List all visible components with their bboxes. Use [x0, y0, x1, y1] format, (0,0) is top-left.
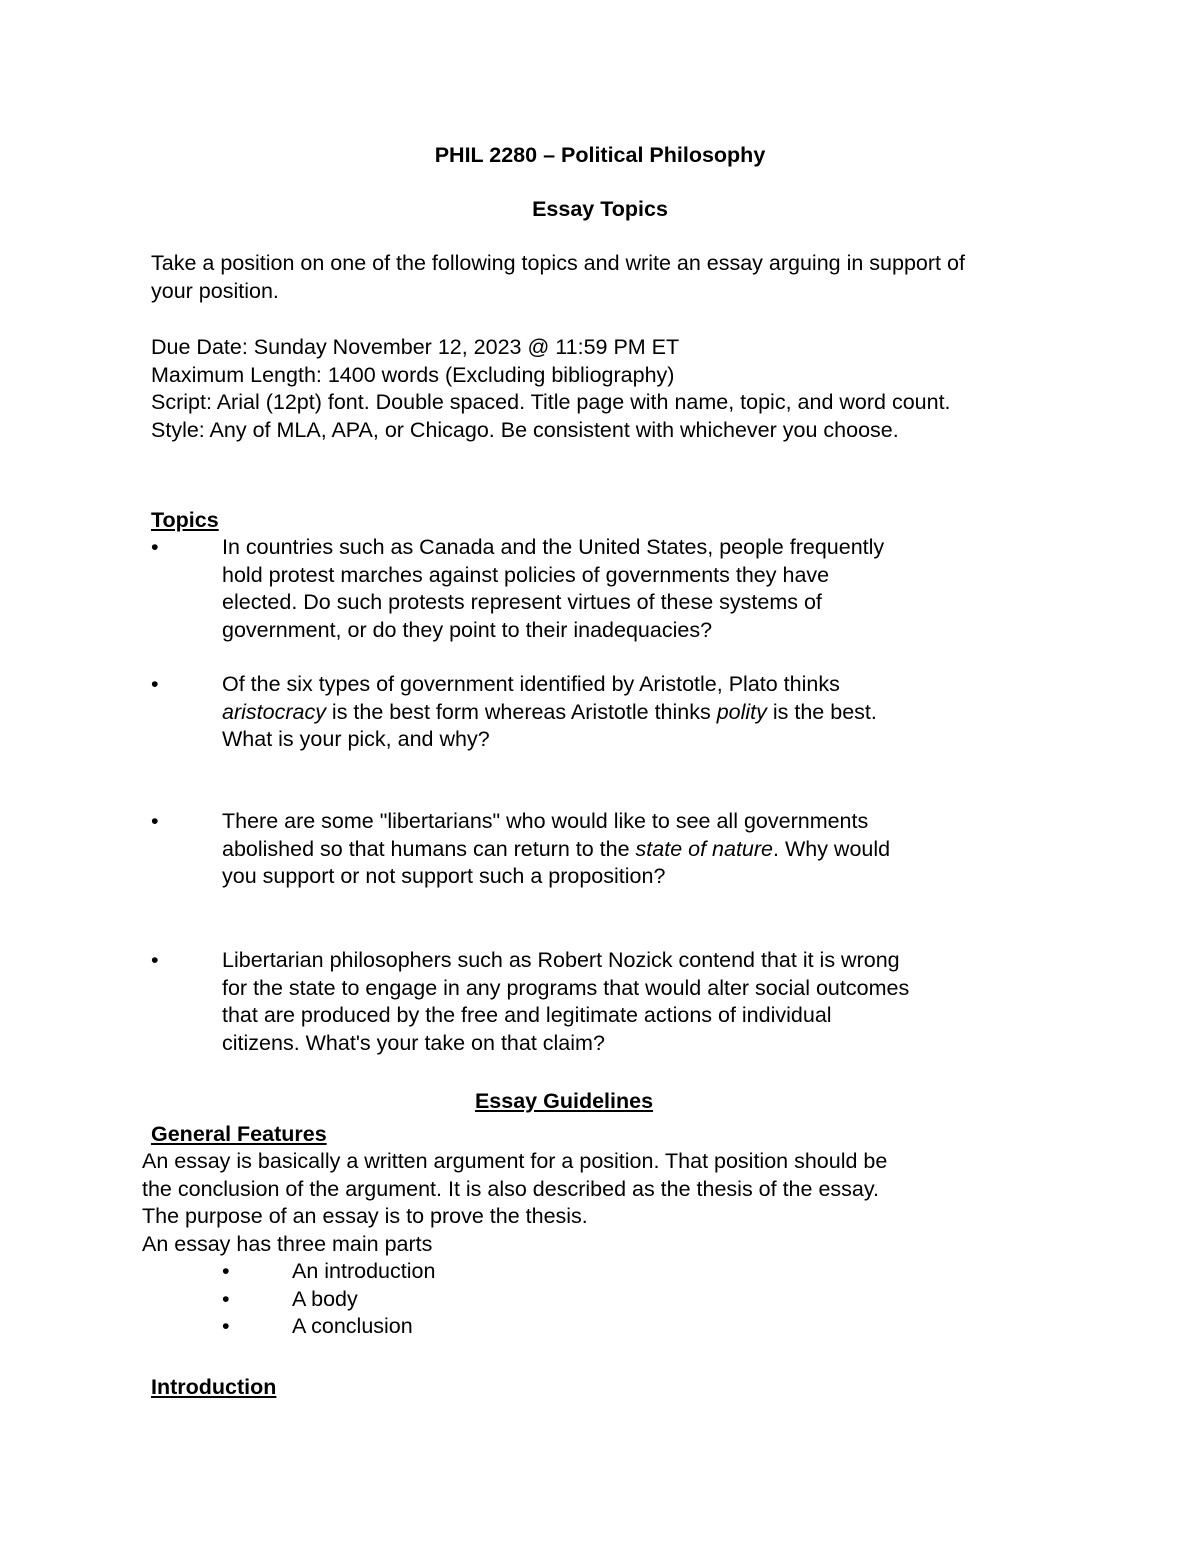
general-features-heading: General Features	[151, 1122, 327, 1146]
topic-line: There are some "libertarians" who would like to see all governments	[222, 809, 869, 833]
intro-line: your position.	[151, 278, 279, 303]
list-item	[222, 1286, 722, 1314]
topic-fragment: . Why would	[773, 836, 891, 861]
list-item	[222, 1313, 722, 1341]
introduction-heading: Introduction	[151, 1375, 277, 1399]
topic-text	[222, 808, 992, 891]
bullet-icon: •	[151, 948, 159, 972]
topic-line: hold protest marches against policies of governments they have	[222, 562, 830, 587]
topic-line: that are produced by the free and legitimate actions of individual	[222, 1003, 832, 1027]
script-requirements: Script: Arial (12pt) font. Double spaced. Title page with name, topic, and word count.	[151, 390, 951, 414]
bullet-icon: •	[222, 1286, 230, 1311]
topic-fragment: is the best form whereas Aristotle thinks	[325, 699, 717, 724]
body-line: the conclusion of the argument. It is also described as the thesis of the essay.	[142, 1176, 879, 1201]
essay-parts-list	[222, 1258, 722, 1341]
topic-text	[222, 947, 992, 1057]
topic-line: elected. Do such protests represent virtues of these systems of	[222, 590, 822, 614]
bullet-icon: •	[151, 809, 159, 833]
intro-line: Take a position on one of the following topics and write an essay arguing in support of	[151, 251, 965, 275]
topic-line: Libertarian philosophers such as Robert Nozick contend that it is wrong	[222, 948, 900, 972]
topic-line: In countries such as Canada and the United States, people frequently	[222, 535, 885, 559]
topic-line	[222, 836, 992, 864]
document-subtitle: Essay Topics	[532, 197, 668, 221]
bullet-icon: •	[151, 535, 159, 559]
general-features-body	[142, 1148, 1042, 1258]
intro-paragraph	[151, 250, 1071, 305]
document-title: PHIL 2280 – Political Philosophy	[434, 143, 766, 167]
bullet-icon: •	[222, 1314, 230, 1338]
max-length: Maximum Length: 1400 words (Excluding bibliography)	[151, 362, 675, 387]
topic-fragment: is the best.	[766, 699, 877, 724]
topic-fragment: abolished so that humans can return to the	[222, 836, 636, 861]
style-requirements: Style: Any of MLA, APA, or Chicago. Be consistent with whichever you choose.	[151, 417, 899, 442]
topic-line: for the state to engage in any programs that would alter social outcomes	[222, 975, 910, 1000]
topic-line: government, or do they point to their inadequacies?	[222, 617, 713, 642]
list-item-label: A body	[292, 1286, 358, 1311]
italic-term: state of nature	[635, 836, 773, 861]
due-date: Due Date: Sunday November 12, 2023 @ 11:59 PM ET	[151, 335, 680, 359]
list-item-label: An introduction	[292, 1259, 436, 1283]
list-item-label: A conclusion	[292, 1314, 413, 1338]
topic-text	[222, 671, 992, 754]
body-line: The purpose of an essay is to prove the thesis.	[142, 1204, 588, 1228]
essay-guidelines-heading: Essay Guidelines	[474, 1089, 654, 1113]
assignment-details	[151, 334, 1071, 444]
topics-heading: Topics	[151, 508, 219, 532]
topic-line: Of the six types of government identified by Aristotle, Plato thinks	[222, 672, 840, 696]
italic-term: aristocracy	[222, 699, 326, 724]
body-line: An essay is basically a written argument for a position. That position should be	[142, 1149, 888, 1173]
topic-line	[222, 699, 992, 727]
italic-term: polity	[716, 699, 767, 724]
topic-line: What is your pick, and why?	[222, 727, 490, 751]
topic-line: citizens. What's your take on that claim?	[222, 1030, 605, 1055]
bullet-icon: •	[222, 1259, 230, 1283]
topic-text	[222, 534, 992, 644]
body-line: An essay has three main parts	[142, 1231, 433, 1256]
bullet-icon: •	[151, 672, 159, 696]
list-item	[222, 1258, 722, 1286]
topic-line: you support or not support such a proposition?	[222, 864, 666, 888]
